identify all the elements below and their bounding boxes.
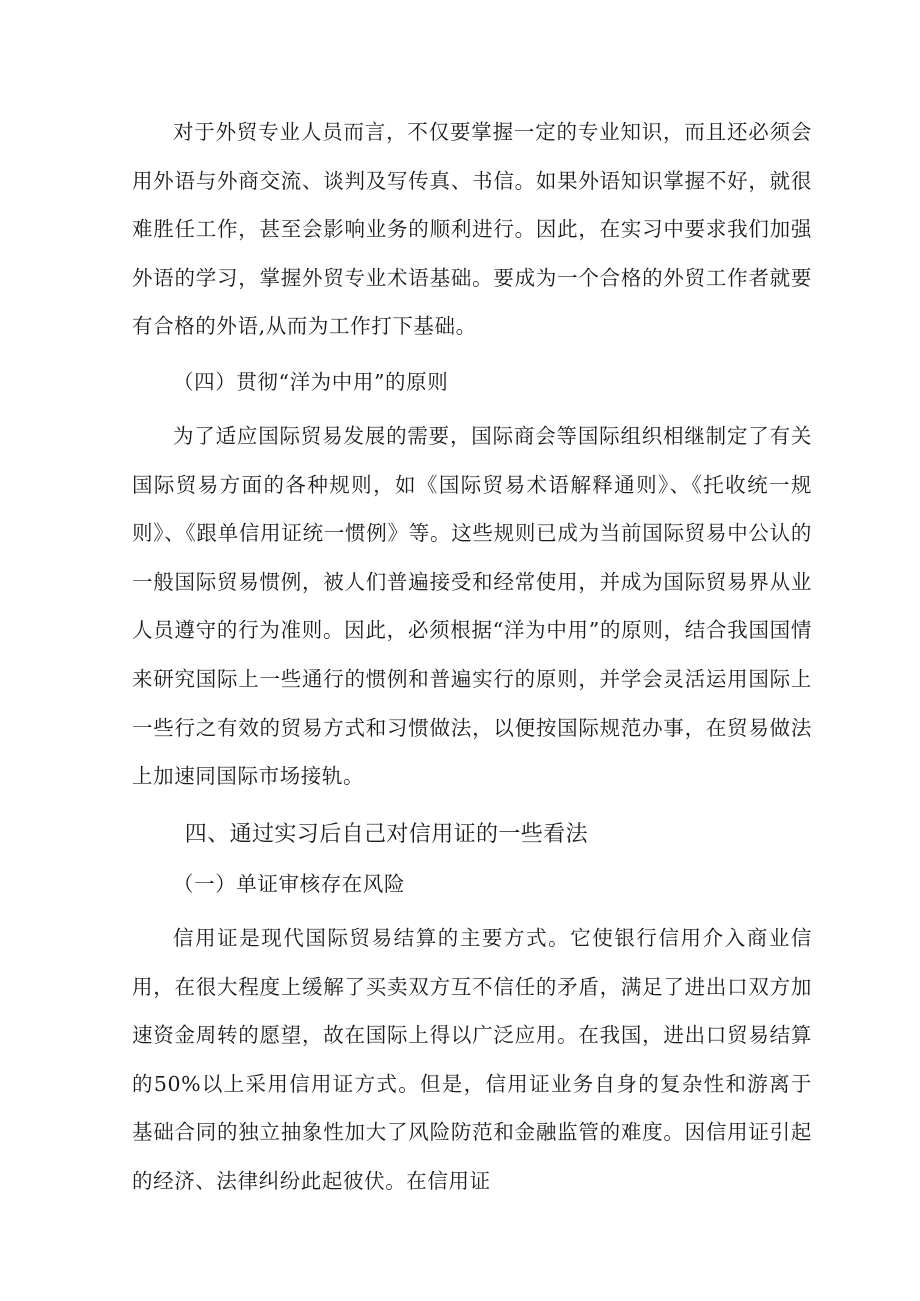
paragraph-international-rules: 为了适应国际贸易发展的需要，国际商会等国际组织相继制定了有关国际贸易方面的各种规则，如《国际贸易术语解释通则》、《托收统一规则》、《跟单信用证统一惯例》等。这些规则已成为当前国际贸易中公认的一般国际贸易惯例，被人们普遍接受和经常使用，并成为国际贸易界从业人员遵守的行为准则。因此，必须根据“洋为中用”的原则，结合我国国情来研究国际上一些通行的惯例和普遍实行的原则，并学会灵活运用国际上一些行之有效的贸易方式和习惯做法，以便按国际规范办事，在贸易做法上加速同国际市场接轨。 [132,424,812,789]
subheading-document-review-risk: （一）单证审核存在风险 [173,872,406,896]
subheading-principle: （四）贯彻“洋为中用”的原则 [173,370,449,394]
section-heading-letter-of-credit: 四、通过实习后自己对信用证的一些看法 [184,822,588,847]
paragraph-foreign-language: 对于外贸专业人员而言，不仅要掌握一定的专业知识，而且还必须会用外语与外商交流、谈判及写传真、书信。如果外语知识掌握不好，就很难胜任工作，甚至会影响业务的顺利进行。因此，在实习中要求我们加强外语的学习，掌握外贸专业术语基础。要成为一个合格的外贸工作者就要有合格的外语,从而为工作打下基础。 [132,120,812,339]
paragraph-letter-of-credit: 信用证是现代国际贸易结算的主要方式。它使银行信用介入商业信用，在很大程度上缓解了买卖双方互不信任的矛盾，满足了进出口双方加速资金周转的愿望，故在国际上得以广泛应用。在我国，进出口贸易结算的50%以上采用信用证方式。但是，信用证业务自身的复杂性和游离于基础合同的独立抽象性加大了风险防范和金融监管的难度。因信用证引起的经济、法律纠纷此起彼伏。在信用证 [132,926,812,1193]
